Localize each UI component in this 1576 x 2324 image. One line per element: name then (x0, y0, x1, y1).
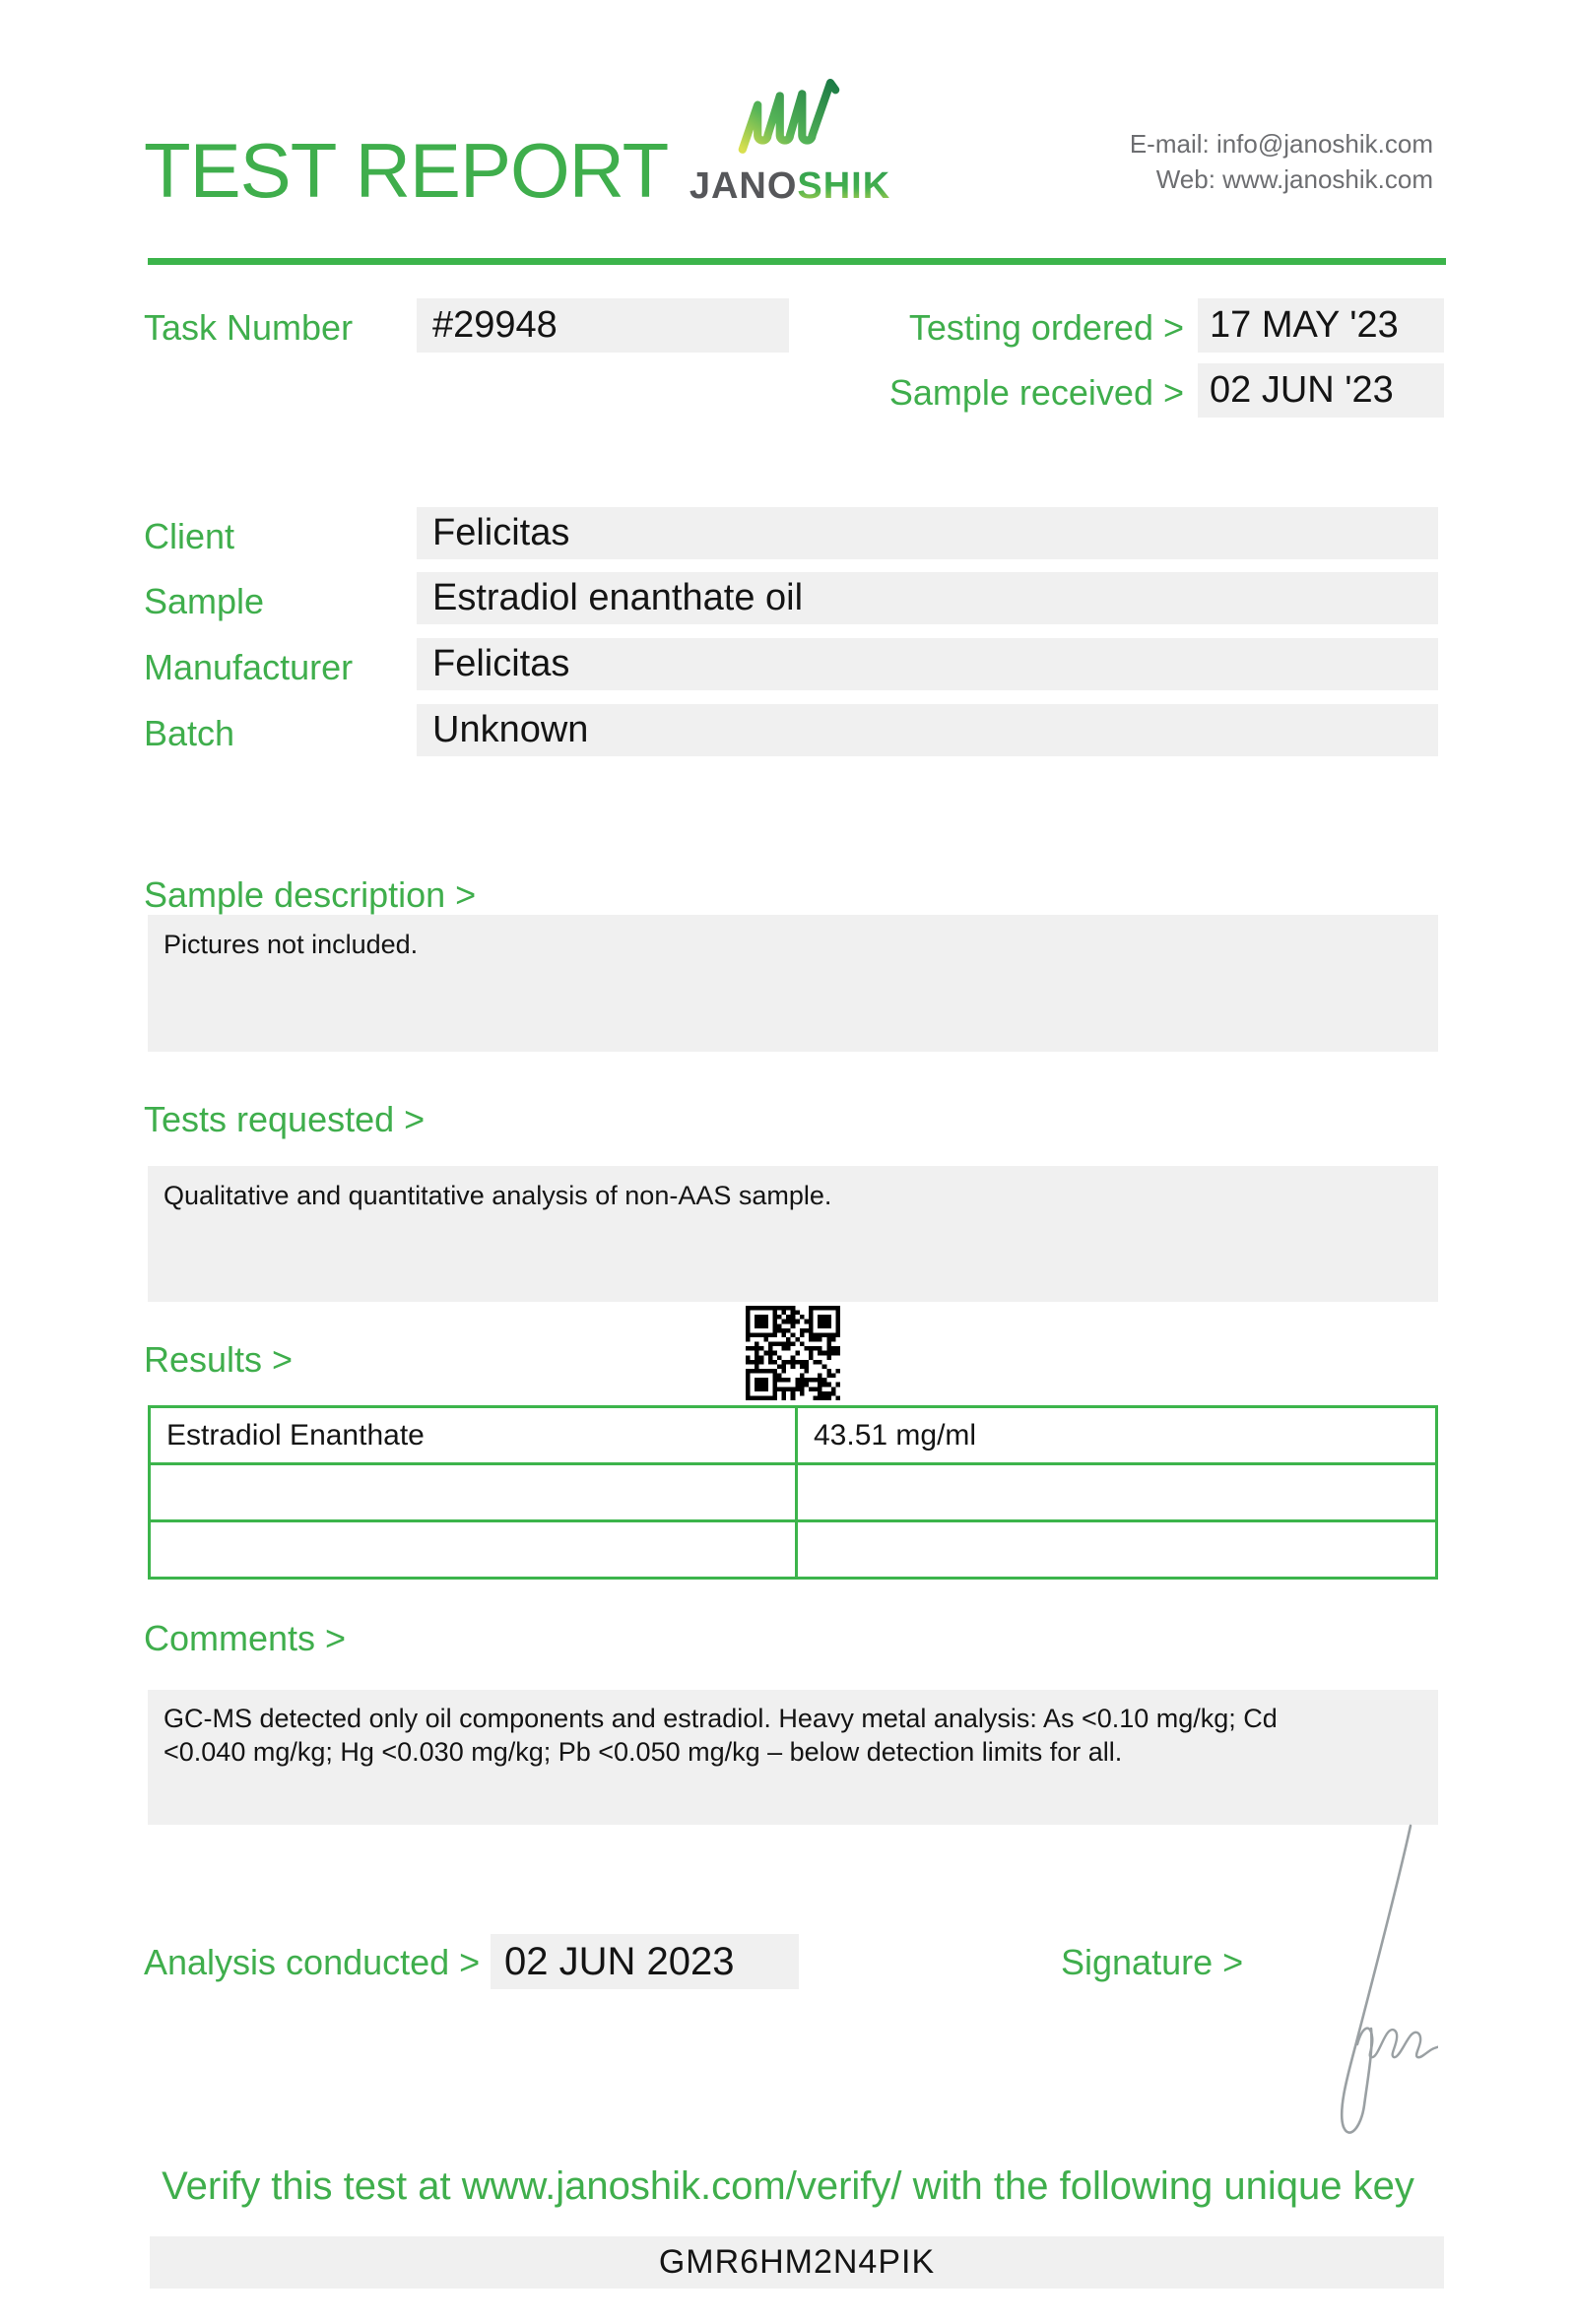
analysis-conducted-label: Analysis conducted > (144, 1942, 481, 1982)
testing-ordered-value (1198, 298, 1444, 353)
contact-info (1130, 126, 1433, 197)
unique-key-box: GMR6HM2N4PIK (150, 2236, 1444, 2289)
sample-label: Sample (144, 581, 265, 621)
batch-label: Batch (144, 713, 235, 753)
client-label: Client (144, 516, 235, 556)
tests-requested-box (148, 1166, 1438, 1302)
verify-instruction: Verify this test at www.janoshik.com/verify/ with the following unique key (162, 2164, 1414, 2208)
result-value-cell (798, 1522, 1435, 1577)
result-analyte-cell (151, 1465, 795, 1519)
tests-requested-heading: Tests requested > (144, 1099, 426, 1139)
sample-received-text: 02 JUN '23 (1210, 369, 1394, 411)
batch-value (417, 704, 1438, 756)
client-text: Felicitas (432, 512, 570, 553)
logo-text-jano: JANO (689, 165, 798, 207)
result-value-cell (798, 1465, 1435, 1519)
logo-text-shik: SHIK (797, 165, 891, 207)
batch-text: Unknown (432, 709, 589, 750)
sample-description-heading: Sample description > (144, 874, 477, 915)
results-table (148, 1405, 1438, 1580)
comments-box (148, 1690, 1438, 1825)
contact-web: Web: www.janoshik.com (1155, 164, 1433, 194)
sample-value (417, 572, 1438, 624)
testing-ordered-label: Testing ordered > (908, 307, 1184, 348)
client-value (417, 507, 1438, 559)
sample-received-label: Sample received > (888, 372, 1184, 413)
sample-description-text: Pictures not included. (164, 930, 419, 959)
growth-chart-icon (737, 79, 843, 158)
results-heading: Results > (144, 1339, 294, 1380)
result-value-cell: 43.51 mg/ml (798, 1408, 1435, 1462)
contact-email: E-mail: info@janoshik.com (1129, 129, 1433, 159)
sample-text: Estradiol enanthate oil (432, 577, 804, 618)
signature-image (1308, 1818, 1438, 2147)
signature-label: Signature > (1061, 1942, 1244, 1982)
tests-requested-text: Qualitative and quantitative analysis of non-AAS sample. (164, 1181, 832, 1210)
comments-heading: Comments > (144, 1618, 347, 1658)
analysis-date-text: 02 JUN 2023 (504, 1940, 735, 1983)
header-divider (148, 258, 1446, 265)
sample-received-value (1198, 363, 1444, 418)
qr-code (746, 1306, 840, 1400)
result-analyte-cell (151, 1522, 795, 1577)
result-analyte-cell: Estradiol Enanthate (151, 1408, 795, 1462)
manufacturer-value (417, 638, 1438, 690)
task-number-label: Task Number (144, 307, 354, 348)
comments-text: GC-MS detected only oil components and estradiol. Heavy metal analysis: As <0.10 mg/kg; Cd <0.040 mg/kg; Hg <0.030 mg/kg; Pb <0.050 mg/kg – below detection limits for all. (164, 1704, 1278, 1767)
manufacturer-label: Manufacturer (144, 647, 354, 687)
testing-ordered-text: 17 MAY '23 (1210, 304, 1399, 346)
logo-wordmark (662, 165, 918, 208)
task-number-value (417, 298, 789, 353)
sample-description-box (148, 915, 1438, 1052)
analysis-conducted-value (491, 1934, 799, 1989)
report-title: TEST REPORT (144, 127, 669, 214)
manufacturer-text: Felicitas (432, 643, 570, 684)
task-number-text: #29948 (432, 304, 558, 346)
